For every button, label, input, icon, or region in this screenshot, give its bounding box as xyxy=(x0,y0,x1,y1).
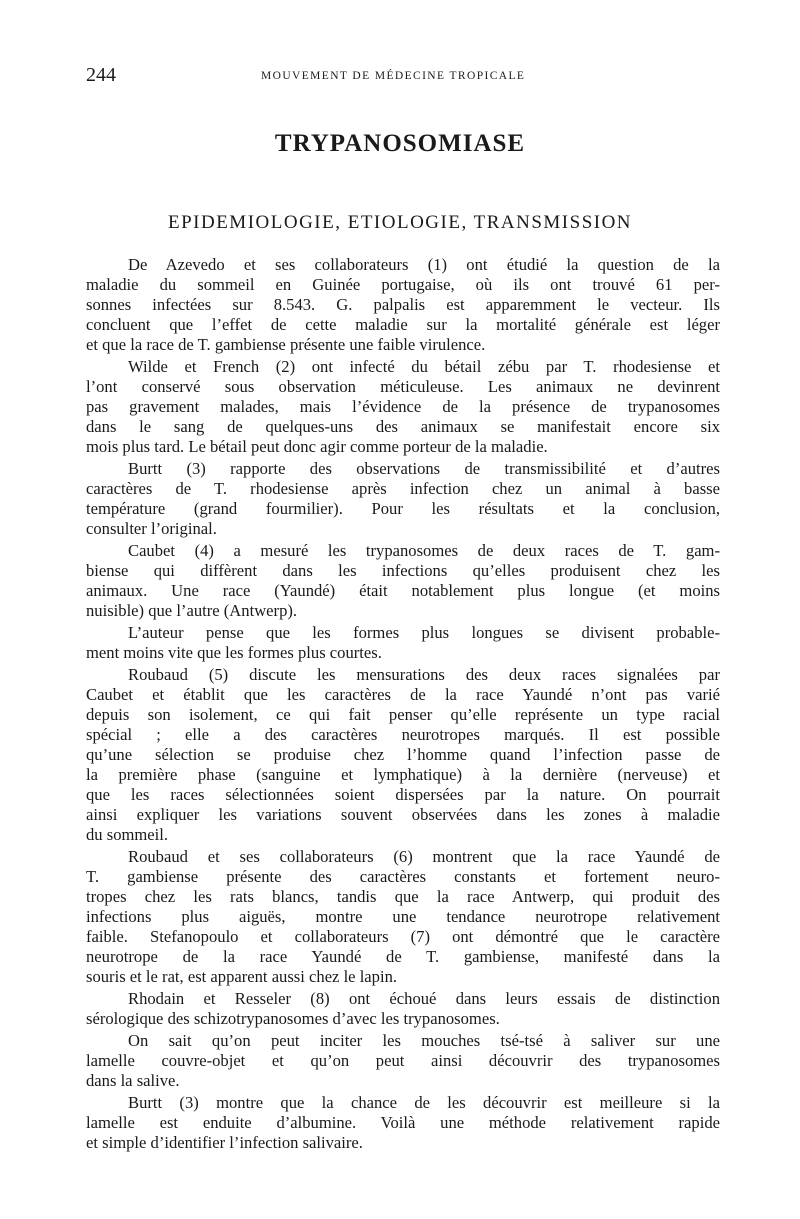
text-line: spécial ; elle a des caractères neurotropes marqués. Il est possible xyxy=(86,725,720,744)
text-line: nuisible) que l’autre (Antwerp). xyxy=(86,601,298,620)
text-line: concluent que l’effet de cette maladie sur la mortalité générale est léger xyxy=(86,315,720,334)
text-line: Roubaud et ses collaborateurs (6) montrent que la race Yaundé de xyxy=(128,847,720,866)
paragraph xyxy=(86,357,720,457)
text-line: On sait qu’on peut inciter les mouches tsé-tsé à saliver sur une xyxy=(128,1031,720,1050)
text-line: Burtt (3) rapporte des observations de transmissibilité et d’autres xyxy=(128,459,720,478)
text-line: du sommeil. xyxy=(86,825,169,844)
text-line: tropes chez les rats blancs, tandis que la race Antwerp, qui produit des xyxy=(86,887,720,906)
text-line: Roubaud (5) discute les mensurations des deux races signalées par xyxy=(128,665,720,684)
text-line: mois plus tard. Le bétail peut donc agir comme porteur de la maladie. xyxy=(86,437,548,456)
text-line: caractères de T. rhodesiense après infection chez un animal à basse xyxy=(86,479,720,498)
text-line: et simple d’identifier l’infection salivaire. xyxy=(86,1133,363,1152)
page-number: 244 xyxy=(86,64,116,86)
text-line: biense qui diffèrent dans les infections qu’elles produisent chez les xyxy=(86,561,720,580)
text-line: dans le sang de quelques-uns des animaux se manifestait encore six xyxy=(86,417,720,436)
journal-title: MOUVEMENT DE MÉDECINE TROPICALE xyxy=(261,70,526,82)
text-line: consulter l’original. xyxy=(86,519,217,538)
text-line: sérologique des schizotrypanosomes d’avec les trypanosomes. xyxy=(86,1009,500,1028)
text-line: souris et le rat, est apparent aussi chez le lapin. xyxy=(86,967,398,986)
text-line: ainsi expliquer les variations souvent observées dans les zones à maladie xyxy=(86,805,720,824)
text-line: faible. Stefanopoulo et collaborateurs (7) ont démontré que le caractère xyxy=(86,927,720,946)
text-line: Burtt (3) montre que la chance de les découvrir est meilleure si la xyxy=(128,1093,720,1112)
article-body xyxy=(86,255,720,1155)
running-head xyxy=(86,64,720,88)
paragraph xyxy=(86,1093,720,1153)
paragraph xyxy=(86,1031,720,1091)
text-line: température (grand fourmilier). Pour les résultats et la conclusion, xyxy=(86,499,720,518)
text-line: et que la race de T. gambiense présente une faible virulence. xyxy=(86,335,486,354)
text-line: neurotrope de la race Yaundé de T. gambiense, manifesté dans la xyxy=(86,947,720,966)
text-line: De Azevedo et ses collaborateurs (1) ont étudié la question de la xyxy=(128,255,720,274)
paragraph xyxy=(86,623,720,663)
article-title: TRYPANOSOMIASE xyxy=(274,130,526,157)
text-line: lamelle est enduite d’albumine. Voilà une méthode relativement rapide xyxy=(86,1113,720,1132)
text-line: dans la salive. xyxy=(86,1071,180,1090)
text-line: infections plus aiguës, montre une tendance neurotrope relativement xyxy=(86,907,720,926)
text-line: que les races sélectionnées soient dispersées par la nature. On pourrait xyxy=(86,785,720,804)
text-line: ment moins vite que les formes plus courtes. xyxy=(86,643,382,662)
paragraph xyxy=(86,459,720,539)
text-line: Caubet et établit que les caractères de la race Yaundé n’ont pas varié xyxy=(86,685,720,704)
text-line: depuis son isolement, ce qui fait penser qu’elle représente un type racial xyxy=(86,705,720,724)
text-line: L’auteur pense que les formes plus longues se divisent probable- xyxy=(128,623,720,642)
text-line: T. gambiense présente des caractères constants et fortement neuro- xyxy=(86,867,720,886)
text-line: animaux. Une race (Yaundé) était notablement plus longue (et moins xyxy=(86,581,720,600)
text-line: l’ont conservé sous observation méticuleuse. Les animaux ne devinrent xyxy=(86,377,720,396)
text-line: maladie du sommeil en Guinée portugaise, où ils ont trouvé 61 per- xyxy=(86,275,720,294)
paragraph xyxy=(86,665,720,845)
text-line: pas gravement malades, mais l’évidence de la présence de trypanosomes xyxy=(86,397,720,416)
paragraph xyxy=(86,847,720,987)
text-line: Wilde et French (2) ont infecté du bétail zébu par T. rhodesiense et xyxy=(128,357,720,376)
paragraph xyxy=(86,255,720,355)
paragraph xyxy=(86,541,720,621)
paragraph xyxy=(86,989,720,1029)
text-line: lamelle couvre-objet et qu’on peut ainsi découvrir des trypanosomes xyxy=(86,1051,720,1070)
text-line: la première phase (sanguine et lymphatique) à la dernière (nerveuse) et xyxy=(86,765,720,784)
text-line: qu’une sélection se produise chez l’homme quand l’infection passe de xyxy=(86,745,720,764)
text-line: sonnes infectées sur 8.543. G. palpalis est apparemment le vecteur. Ils xyxy=(86,295,720,314)
article-subtitle: EPIDEMIOLOGIE, ETIOLOGIE, TRANSMISSION xyxy=(167,212,633,233)
text-line: Caubet (4) a mesuré les trypanosomes de deux races de T. gam- xyxy=(128,541,720,560)
text-line: Rhodain et Resseler (8) ont échoué dans leurs essais de distinction xyxy=(128,989,720,1008)
